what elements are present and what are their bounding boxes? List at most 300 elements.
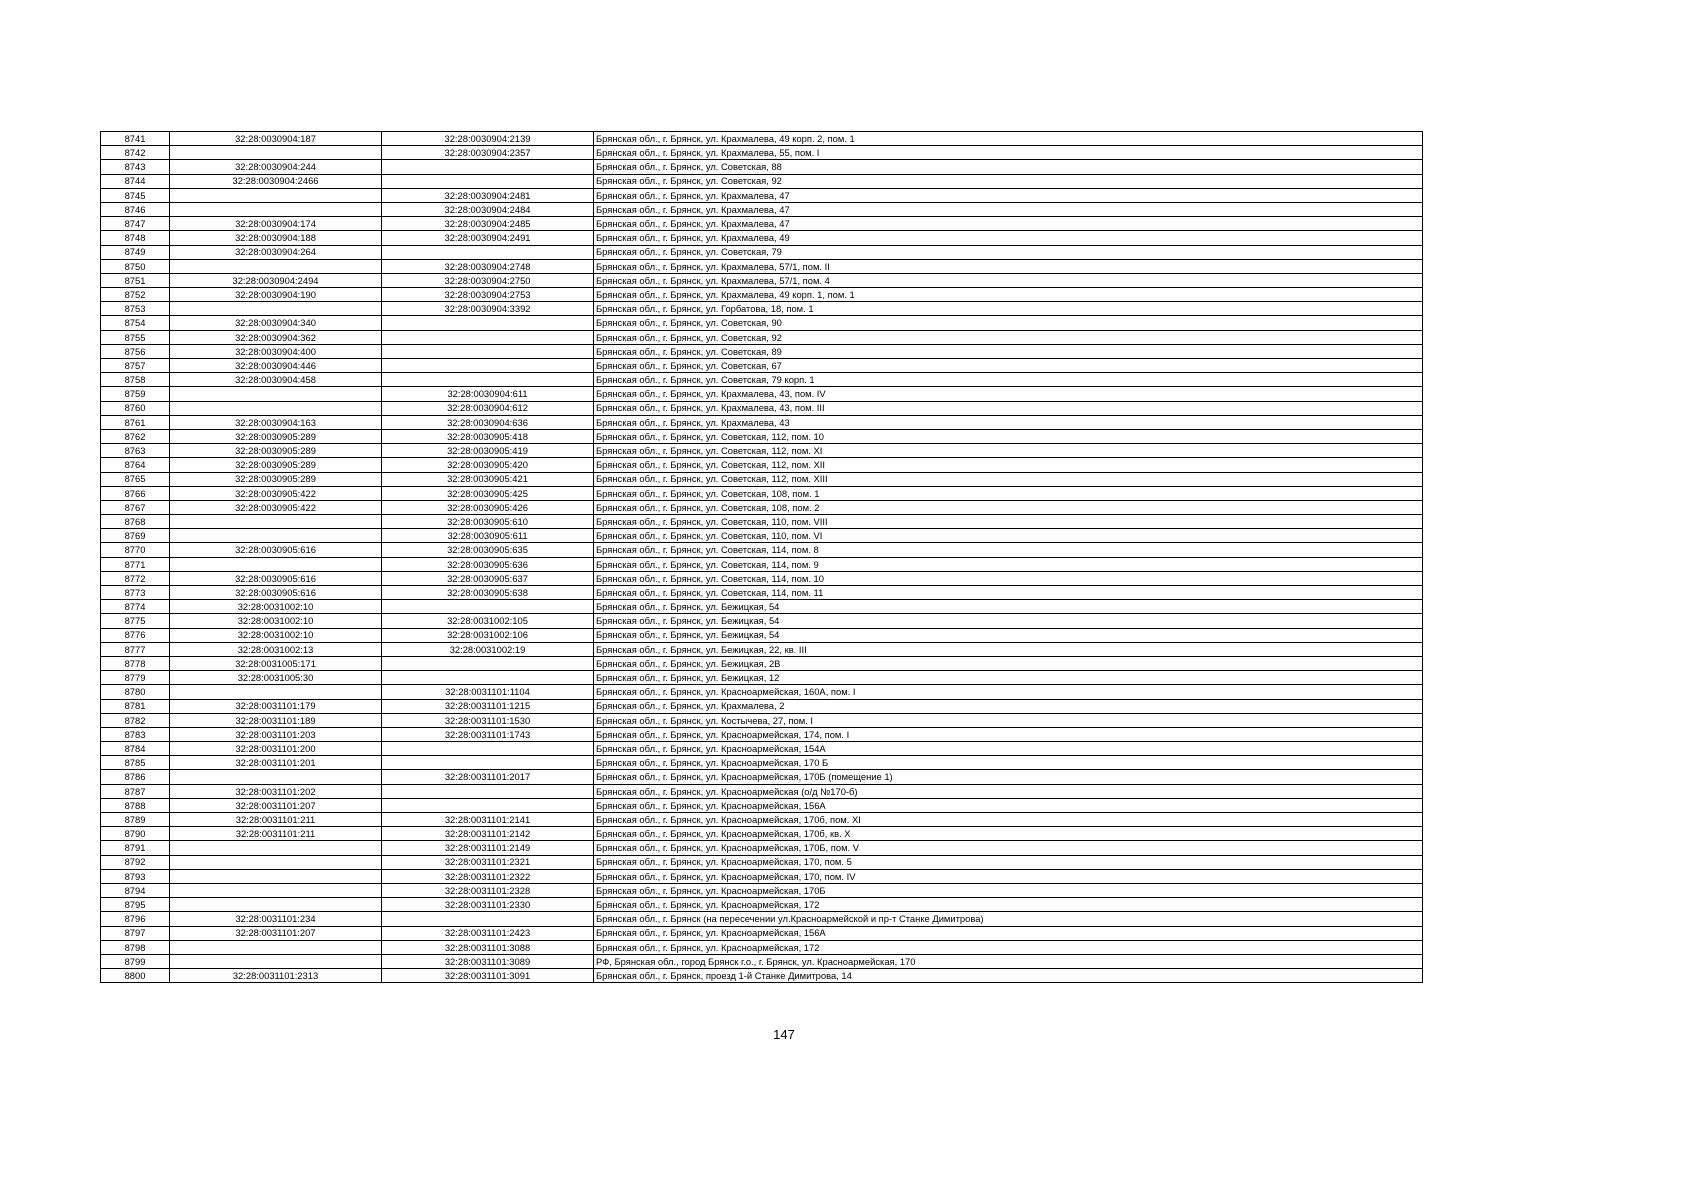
object-number-cell: 32:28:0030904:2748 — [382, 259, 594, 273]
row-number-cell: 8764 — [101, 458, 170, 472]
object-number-cell — [382, 330, 594, 344]
parcel-number-cell: 32:28:0030904:174 — [170, 217, 382, 231]
address-cell: Брянская обл., г. Брянск, ул. Красноармейская, 170Б, пом. V — [594, 841, 1423, 855]
address-cell: Брянская обл., г. Брянск, ул. Красноармейская, 160А, пом. I — [594, 685, 1423, 699]
row-number-cell: 8755 — [101, 330, 170, 344]
page-number: 147 — [773, 1027, 795, 1042]
table-row — [101, 784, 1423, 798]
parcel-number-cell — [170, 770, 382, 784]
address-cell: Брянская обл., г. Брянск, ул. Горбатова, 18, пом. 1 — [594, 302, 1423, 316]
row-number-cell: 8752 — [101, 288, 170, 302]
parcel-number-cell: 32:28:0031101:179 — [170, 699, 382, 713]
table-row — [101, 727, 1423, 741]
registry-table — [100, 131, 1423, 983]
table-row — [101, 288, 1423, 302]
row-number-cell: 8783 — [101, 727, 170, 741]
table-row — [101, 316, 1423, 330]
address-cell: Брянская обл., г. Брянск, ул. Крахмалева, 49 корп. 1, пом. 1 — [594, 288, 1423, 302]
object-number-cell: 32:28:0030904:2491 — [382, 231, 594, 245]
parcel-number-cell: 32:28:0031002:13 — [170, 642, 382, 656]
parcel-number-cell — [170, 940, 382, 954]
row-number-cell: 8772 — [101, 571, 170, 585]
row-number-cell: 8767 — [101, 500, 170, 514]
object-number-cell — [382, 671, 594, 685]
address-cell: Брянская обл., г. Брянск, ул. Советская, 114, пом. 10 — [594, 571, 1423, 585]
object-number-cell: 32:28:0030904:2481 — [382, 188, 594, 202]
table-row — [101, 245, 1423, 259]
address-cell: Брянская обл., г. Брянск, ул. Крахмалева, 57/1, пом. II — [594, 259, 1423, 273]
table-row — [101, 259, 1423, 273]
table-row — [101, 273, 1423, 287]
object-number-cell: 32:28:0031101:1104 — [382, 685, 594, 699]
parcel-number-cell: 32:28:0030904:400 — [170, 344, 382, 358]
object-number-cell: 32:28:0031101:3089 — [382, 954, 594, 968]
row-number-cell: 8746 — [101, 202, 170, 216]
row-number-cell: 8795 — [101, 898, 170, 912]
address-cell: Брянская обл., г. Брянск, ул. Советская, 114, пом. 8 — [594, 543, 1423, 557]
parcel-number-cell — [170, 869, 382, 883]
address-cell: Брянская обл., г. Брянск, ул. Советская, 110, пом. VI — [594, 529, 1423, 543]
row-number-cell: 8797 — [101, 926, 170, 940]
table-row — [101, 756, 1423, 770]
table-row — [101, 770, 1423, 784]
address-cell: Брянская обл., г. Брянск, ул. Крахмалева, 2 — [594, 699, 1423, 713]
table-row — [101, 827, 1423, 841]
address-cell: Брянская обл., г. Брянск, ул. Крахмалева, 47 — [594, 202, 1423, 216]
parcel-number-cell: 32:28:0030905:616 — [170, 571, 382, 585]
parcel-number-cell: 32:28:0031101:200 — [170, 742, 382, 756]
object-number-cell — [382, 600, 594, 614]
address-cell: Брянская обл., г. Брянск, ул. Крахмалева, 47 — [594, 217, 1423, 231]
parcel-number-cell: 32:28:0031101:211 — [170, 827, 382, 841]
address-cell: Брянская обл., г. Брянск, ул. Советская, 67 — [594, 359, 1423, 373]
object-number-cell — [382, 742, 594, 756]
address-cell: Брянская обл., г. Брянск, ул. Советская, 79 корп. 1 — [594, 373, 1423, 387]
object-number-cell: 32:28:0031101:2017 — [382, 770, 594, 784]
parcel-number-cell: 32:28:0030904:264 — [170, 245, 382, 259]
row-number-cell: 8791 — [101, 841, 170, 855]
row-number-cell: 8744 — [101, 174, 170, 188]
object-number-cell: 32:28:0030904:2485 — [382, 217, 594, 231]
table-row — [101, 628, 1423, 642]
table-row — [101, 217, 1423, 231]
address-cell: Брянская обл., г. Брянск, ул. Бежицкая, 54 — [594, 600, 1423, 614]
table-row — [101, 486, 1423, 500]
row-number-cell: 8788 — [101, 798, 170, 812]
table-row — [101, 543, 1423, 557]
table-row — [101, 401, 1423, 415]
row-number-cell: 8754 — [101, 316, 170, 330]
row-number-cell: 8774 — [101, 600, 170, 614]
parcel-number-cell: 32:28:0030904:190 — [170, 288, 382, 302]
address-cell: Брянская обл., г. Брянск, ул. Красноармейская, 170Б — [594, 883, 1423, 897]
address-cell: Брянская обл., г. Брянск, ул. Советская, 108, пом. 1 — [594, 486, 1423, 500]
address-cell: Брянская обл., г. Брянск, ул. Крахмалева, 49 корп. 2, пом. 1 — [594, 132, 1423, 146]
table-row — [101, 160, 1423, 174]
row-number-cell: 8751 — [101, 273, 170, 287]
object-number-cell: 32:28:0030905:419 — [382, 444, 594, 458]
object-number-cell: 32:28:0031101:1215 — [382, 699, 594, 713]
row-number-cell: 8757 — [101, 359, 170, 373]
address-cell: Брянская обл., г. Брянск, ул. Бежицкая, 2В — [594, 656, 1423, 670]
table-row — [101, 429, 1423, 443]
object-number-cell — [382, 756, 594, 770]
address-cell: Брянская обл., г. Брянск, ул. Советская, 112, пом. XII — [594, 458, 1423, 472]
row-number-cell: 8756 — [101, 344, 170, 358]
address-cell: Брянская обл., г. Брянск, ул. Советская, 108, пом. 2 — [594, 500, 1423, 514]
table-row — [101, 685, 1423, 699]
row-number-cell: 8758 — [101, 373, 170, 387]
row-number-cell: 8793 — [101, 869, 170, 883]
row-number-cell: 8742 — [101, 146, 170, 160]
parcel-number-cell — [170, 557, 382, 571]
object-number-cell: 32:28:0030905:638 — [382, 586, 594, 600]
parcel-number-cell: 32:28:0030904:163 — [170, 415, 382, 429]
row-number-cell: 8761 — [101, 415, 170, 429]
parcel-number-cell: 32:28:0031005:30 — [170, 671, 382, 685]
table-row — [101, 841, 1423, 855]
address-cell: Брянская обл., г. Брянск (на пересечении ул.Красноармейской и пр-т Станке Димитрова) — [594, 912, 1423, 926]
parcel-number-cell: 32:28:0031002:10 — [170, 628, 382, 642]
parcel-number-cell — [170, 529, 382, 543]
parcel-number-cell: 32:28:0030904:2494 — [170, 273, 382, 287]
table-row — [101, 373, 1423, 387]
row-number-cell: 8771 — [101, 557, 170, 571]
address-cell: Брянская обл., г. Брянск, ул. Крахмалева, 43, пом. III — [594, 401, 1423, 415]
parcel-number-cell — [170, 841, 382, 855]
table-row — [101, 898, 1423, 912]
address-cell: Брянская обл., г. Брянск, ул. Крахмалева, 47 — [594, 188, 1423, 202]
parcel-number-cell — [170, 302, 382, 316]
table-row — [101, 969, 1423, 983]
row-number-cell: 8743 — [101, 160, 170, 174]
row-number-cell: 8769 — [101, 529, 170, 543]
parcel-number-cell: 32:28:0030905:422 — [170, 486, 382, 500]
row-number-cell: 8749 — [101, 245, 170, 259]
parcel-number-cell: 32:28:0031101:211 — [170, 813, 382, 827]
address-cell: Брянская обл., г. Брянск, ул. Крахмалева, 43, пом. IV — [594, 387, 1423, 401]
table-row — [101, 926, 1423, 940]
table-row — [101, 444, 1423, 458]
row-number-cell: 8768 — [101, 515, 170, 529]
object-number-cell: 32:28:0031101:2322 — [382, 869, 594, 883]
parcel-number-cell: 32:28:0030904:188 — [170, 231, 382, 245]
object-number-cell — [382, 373, 594, 387]
parcel-number-cell — [170, 202, 382, 216]
object-number-cell: 32:28:0031101:2142 — [382, 827, 594, 841]
table-row — [101, 855, 1423, 869]
table-row — [101, 869, 1423, 883]
object-number-cell — [382, 656, 594, 670]
table-row — [101, 600, 1423, 614]
row-number-cell: 8750 — [101, 259, 170, 273]
parcel-number-cell: 32:28:0030905:422 — [170, 500, 382, 514]
object-number-cell — [382, 798, 594, 812]
parcel-number-cell: 32:28:0030904:340 — [170, 316, 382, 330]
object-number-cell: 32:28:0031002:105 — [382, 614, 594, 628]
address-cell: Брянская обл., г. Брянск, ул. Советская, 92 — [594, 174, 1423, 188]
row-number-cell: 8741 — [101, 132, 170, 146]
object-number-cell: 32:28:0030904:2357 — [382, 146, 594, 160]
table-row — [101, 671, 1423, 685]
object-number-cell — [382, 174, 594, 188]
row-number-cell: 8773 — [101, 586, 170, 600]
table-row — [101, 586, 1423, 600]
address-cell: Брянская обл., г. Брянск, ул. Советская, 112, пом. XI — [594, 444, 1423, 458]
address-cell: РФ, Брянская обл., город Брянск г.о., г. Брянск, ул. Красноармейская, 170 — [594, 954, 1423, 968]
table-row — [101, 571, 1423, 585]
row-number-cell: 8798 — [101, 940, 170, 954]
row-number-cell: 8800 — [101, 969, 170, 983]
parcel-number-cell: 32:28:0031101:207 — [170, 798, 382, 812]
object-number-cell — [382, 912, 594, 926]
parcel-number-cell: 32:28:0031005:171 — [170, 656, 382, 670]
parcel-number-cell: 32:28:0031101:201 — [170, 756, 382, 770]
address-cell: Брянская обл., г. Брянск, ул. Красноармейская, 170Б (помещение 1) — [594, 770, 1423, 784]
row-number-cell: 8765 — [101, 472, 170, 486]
row-number-cell: 8759 — [101, 387, 170, 401]
object-number-cell: 32:28:0030905:636 — [382, 557, 594, 571]
object-number-cell: 32:28:0030905:418 — [382, 429, 594, 443]
address-cell: Брянская обл., г. Брянск, ул. Красноармейская, 172 — [594, 898, 1423, 912]
table-row — [101, 387, 1423, 401]
table-row — [101, 458, 1423, 472]
address-cell: Брянская обл., г. Брянск, ул. Красноармейская, 156А — [594, 798, 1423, 812]
address-cell: Брянская обл., г. Брянск, ул. Советская, 114, пом. 9 — [594, 557, 1423, 571]
table-row — [101, 330, 1423, 344]
object-number-cell: 32:28:0031101:3088 — [382, 940, 594, 954]
table-row — [101, 798, 1423, 812]
table-row — [101, 954, 1423, 968]
row-number-cell: 8799 — [101, 954, 170, 968]
row-number-cell: 8766 — [101, 486, 170, 500]
object-number-cell: 32:28:0030904:2139 — [382, 132, 594, 146]
parcel-number-cell — [170, 898, 382, 912]
object-number-cell: 32:28:0031101:3091 — [382, 969, 594, 983]
table-row — [101, 146, 1423, 160]
parcel-number-cell: 32:28:0031101:203 — [170, 727, 382, 741]
row-number-cell: 8763 — [101, 444, 170, 458]
object-number-cell — [382, 344, 594, 358]
row-number-cell: 8780 — [101, 685, 170, 699]
address-cell: Брянская обл., г. Брянск, ул. Красноармейская, 172 — [594, 940, 1423, 954]
table-row — [101, 302, 1423, 316]
object-number-cell: 32:28:0031101:2141 — [382, 813, 594, 827]
table-row — [101, 713, 1423, 727]
row-number-cell: 8745 — [101, 188, 170, 202]
row-number-cell: 8794 — [101, 883, 170, 897]
address-cell: Брянская обл., г. Брянск, ул. Советская, 110, пом. VIII — [594, 515, 1423, 529]
object-number-cell — [382, 316, 594, 330]
address-cell: Брянская обл., г. Брянск, ул. Красноармейская (о/д №170-б) — [594, 784, 1423, 798]
object-number-cell: 32:28:0030904:2753 — [382, 288, 594, 302]
table-row — [101, 500, 1423, 514]
parcel-number-cell — [170, 387, 382, 401]
object-number-cell: 32:28:0030905:421 — [382, 472, 594, 486]
row-number-cell: 8779 — [101, 671, 170, 685]
address-cell: Брянская обл., г. Брянск, ул. Красноармейская, 170б, кв. X — [594, 827, 1423, 841]
address-cell: Брянская обл., г. Брянск, ул. Костычева, 27, пом. I — [594, 713, 1423, 727]
object-number-cell: 32:28:0031101:2149 — [382, 841, 594, 855]
address-cell: Брянская обл., г. Брянск, ул. Крахмалева, 55, пом. I — [594, 146, 1423, 160]
parcel-number-cell: 32:28:0031101:207 — [170, 926, 382, 940]
table-row — [101, 940, 1423, 954]
row-number-cell: 8785 — [101, 756, 170, 770]
address-cell: Брянская обл., г. Брянск, ул. Советская, 79 — [594, 245, 1423, 259]
parcel-number-cell: 32:28:0030905:289 — [170, 458, 382, 472]
address-cell: Брянская обл., г. Брянск, ул. Советская, 112, пом. XIII — [594, 472, 1423, 486]
object-number-cell: 32:28:0030904:636 — [382, 415, 594, 429]
row-number-cell: 8781 — [101, 699, 170, 713]
table-row — [101, 883, 1423, 897]
object-number-cell: 32:28:0031101:1530 — [382, 713, 594, 727]
object-number-cell: 32:28:0031002:19 — [382, 642, 594, 656]
parcel-number-cell: 32:28:0030904:2466 — [170, 174, 382, 188]
object-number-cell: 32:28:0030905:425 — [382, 486, 594, 500]
row-number-cell: 8776 — [101, 628, 170, 642]
address-cell: Брянская обл., г. Брянск, ул. Красноармейская, 156А — [594, 926, 1423, 940]
address-cell: Брянская обл., г. Брянск, ул. Крахмалева, 49 — [594, 231, 1423, 245]
address-cell: Брянская обл., г. Брянск, ул. Советская, 89 — [594, 344, 1423, 358]
row-number-cell: 8770 — [101, 543, 170, 557]
table-row — [101, 231, 1423, 245]
table-row — [101, 174, 1423, 188]
parcel-number-cell: 32:28:0031101:189 — [170, 713, 382, 727]
object-number-cell — [382, 160, 594, 174]
parcel-number-cell: 32:28:0030904:458 — [170, 373, 382, 387]
row-number-cell: 8782 — [101, 713, 170, 727]
table-row — [101, 188, 1423, 202]
row-number-cell: 8748 — [101, 231, 170, 245]
parcel-number-cell — [170, 401, 382, 415]
table-row — [101, 529, 1423, 543]
parcel-number-cell — [170, 259, 382, 273]
address-cell: Брянская обл., г. Брянск, ул. Бежицкая, 22, кв. III — [594, 642, 1423, 656]
table-body — [101, 132, 1423, 983]
address-cell: Брянская обл., г. Брянск, ул. Бежицкая, 54 — [594, 628, 1423, 642]
parcel-number-cell: 32:28:0031101:234 — [170, 912, 382, 926]
object-number-cell: 32:28:0030904:2484 — [382, 202, 594, 216]
row-number-cell: 8753 — [101, 302, 170, 316]
parcel-number-cell: 32:28:0031002:10 — [170, 600, 382, 614]
parcel-number-cell — [170, 855, 382, 869]
parcel-number-cell: 32:28:0031101:2313 — [170, 969, 382, 983]
row-number-cell: 8784 — [101, 742, 170, 756]
table-row — [101, 813, 1423, 827]
parcel-number-cell: 32:28:0031101:202 — [170, 784, 382, 798]
object-number-cell: 32:28:0030904:2750 — [382, 273, 594, 287]
table-row — [101, 742, 1423, 756]
table-row — [101, 614, 1423, 628]
object-number-cell: 32:28:0031101:2423 — [382, 926, 594, 940]
object-number-cell: 32:28:0031101:2321 — [382, 855, 594, 869]
object-number-cell: 32:28:0030905:610 — [382, 515, 594, 529]
table-row — [101, 699, 1423, 713]
address-cell: Брянская обл., г. Брянск, ул. Красноармейская, 174, пом. I — [594, 727, 1423, 741]
address-cell: Брянская обл., г. Брянск, ул. Красноармейская, 170, пом. 5 — [594, 855, 1423, 869]
parcel-number-cell: 32:28:0031002:10 — [170, 614, 382, 628]
object-number-cell: 32:28:0030905:420 — [382, 458, 594, 472]
row-number-cell: 8787 — [101, 784, 170, 798]
address-cell: Брянская обл., г. Брянск, ул. Красноармейская, 170 Б — [594, 756, 1423, 770]
row-number-cell: 8778 — [101, 656, 170, 670]
parcel-number-cell — [170, 188, 382, 202]
object-number-cell — [382, 784, 594, 798]
parcel-number-cell — [170, 685, 382, 699]
address-cell: Брянская обл., г. Брянск, ул. Бежицкая, 12 — [594, 671, 1423, 685]
table-row — [101, 515, 1423, 529]
row-number-cell: 8760 — [101, 401, 170, 415]
table-row — [101, 359, 1423, 373]
parcel-number-cell: 32:28:0030904:187 — [170, 132, 382, 146]
address-cell: Брянская обл., г. Брянск, ул. Красноармейская, 170, пом. IV — [594, 869, 1423, 883]
address-cell: Брянская обл., г. Брянск, ул. Бежицкая, 54 — [594, 614, 1423, 628]
table-row — [101, 472, 1423, 486]
row-number-cell: 8777 — [101, 642, 170, 656]
row-number-cell: 8762 — [101, 429, 170, 443]
parcel-number-cell: 32:28:0030905:289 — [170, 472, 382, 486]
object-number-cell: 32:28:0030904:612 — [382, 401, 594, 415]
row-number-cell: 8786 — [101, 770, 170, 784]
row-number-cell: 8796 — [101, 912, 170, 926]
table-row — [101, 415, 1423, 429]
address-cell: Брянская обл., г. Брянск, ул. Крахмалева, 43 — [594, 415, 1423, 429]
object-number-cell: 32:28:0030904:3392 — [382, 302, 594, 316]
table-row — [101, 642, 1423, 656]
row-number-cell: 8775 — [101, 614, 170, 628]
object-number-cell: 32:28:0031101:2330 — [382, 898, 594, 912]
parcel-number-cell: 32:28:0030905:289 — [170, 444, 382, 458]
object-number-cell: 32:28:0030905:635 — [382, 543, 594, 557]
address-cell: Брянская обл., г. Брянск, проезд 1-й Станке Димитрова, 14 — [594, 969, 1423, 983]
parcel-number-cell — [170, 146, 382, 160]
table-row — [101, 202, 1423, 216]
address-cell: Брянская обл., г. Брянск, ул. Советская, 92 — [594, 330, 1423, 344]
row-number-cell: 8747 — [101, 217, 170, 231]
parcel-number-cell — [170, 515, 382, 529]
parcel-number-cell — [170, 954, 382, 968]
address-cell: Брянская обл., г. Брянск, ул. Советская, 112, пом. 10 — [594, 429, 1423, 443]
table-row — [101, 132, 1423, 146]
parcel-number-cell: 32:28:0030905:616 — [170, 543, 382, 557]
address-cell: Брянская обл., г. Брянск, ул. Красноармейская, 170б, пом. XI — [594, 813, 1423, 827]
object-number-cell: 32:28:0030905:611 — [382, 529, 594, 543]
object-number-cell — [382, 245, 594, 259]
row-number-cell: 8789 — [101, 813, 170, 827]
object-number-cell: 32:28:0030905:637 — [382, 571, 594, 585]
object-number-cell: 32:28:0030904:611 — [382, 387, 594, 401]
object-number-cell: 32:28:0031002:106 — [382, 628, 594, 642]
address-cell: Брянская обл., г. Брянск, ул. Советская, 114, пом. 11 — [594, 586, 1423, 600]
address-cell: Брянская обл., г. Брянск, ул. Крахмалева, 57/1, пом. 4 — [594, 273, 1423, 287]
address-cell: Брянская обл., г. Брянск, ул. Красноармейская, 154А — [594, 742, 1423, 756]
address-cell: Брянская обл., г. Брянск, ул. Советская, 90 — [594, 316, 1423, 330]
object-number-cell: 32:28:0031101:1743 — [382, 727, 594, 741]
object-number-cell: 32:28:0030905:426 — [382, 500, 594, 514]
parcel-number-cell — [170, 883, 382, 897]
table-row — [101, 656, 1423, 670]
row-number-cell: 8792 — [101, 855, 170, 869]
parcel-number-cell: 32:28:0030904:362 — [170, 330, 382, 344]
row-number-cell: 8790 — [101, 827, 170, 841]
table-row — [101, 344, 1423, 358]
parcel-number-cell: 32:28:0030905:289 — [170, 429, 382, 443]
table-row — [101, 912, 1423, 926]
parcel-number-cell: 32:28:0030904:446 — [170, 359, 382, 373]
object-number-cell — [382, 359, 594, 373]
parcel-number-cell: 32:28:0030905:616 — [170, 586, 382, 600]
parcel-number-cell: 32:28:0030904:244 — [170, 160, 382, 174]
